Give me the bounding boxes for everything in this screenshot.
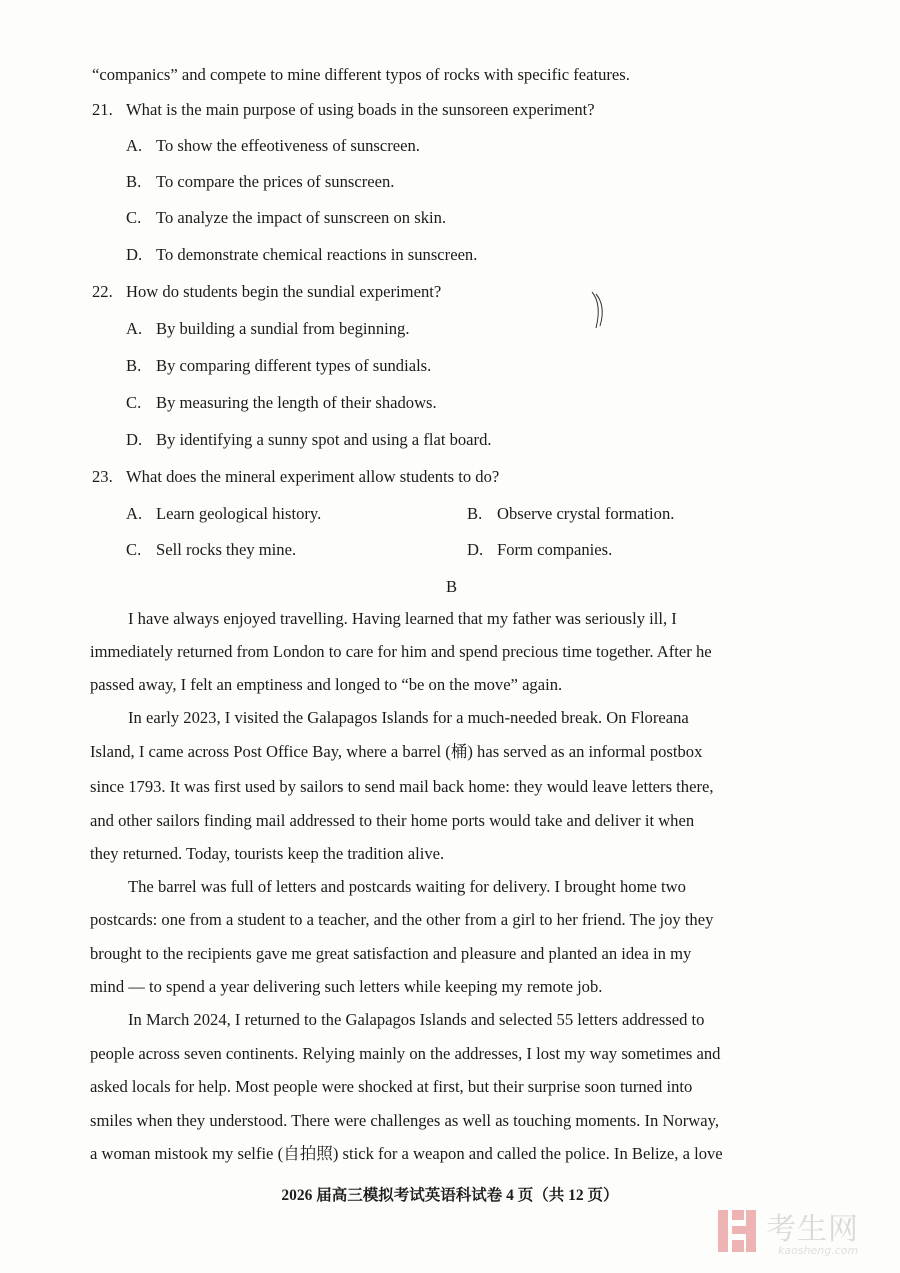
option-21c <box>126 207 446 229</box>
passage-line: passed away, I felt an emptiness and longed to “be on the move” again. <box>90 675 563 694</box>
passage-line: I have always enjoyed travelling. Having learned that my father was seriously ill, I <box>128 609 677 628</box>
question-number: 23. <box>92 467 113 486</box>
question-text: What is the main purpose of using boads in the sunsoreen experiment? <box>126 100 595 119</box>
option-text: By comparing different types of sundials. <box>156 356 432 375</box>
option-22a <box>126 318 410 340</box>
option-text: To compare the prices of sunscreen. <box>156 172 395 191</box>
passage-line: immediately returned from London to care for him and spend precious time together. After he <box>90 642 712 661</box>
option-letter: A. <box>126 136 143 155</box>
passage-line: they returned. Today, tourists keep the tradition alive. <box>90 844 445 863</box>
option-text: Sell rocks they mine. <box>156 540 297 559</box>
question-text: How do students begin the sundial experiment? <box>126 282 442 301</box>
passage-line: people across seven continents. Relying mainly on the addresses, I lost my way sometimes and <box>90 1044 721 1063</box>
passage-line: brought to the recipients gave me great satisfaction and pleasure and planted an idea in my <box>90 944 692 963</box>
passage-line: smiles when they understood. There were challenges as well as touching moments. In Norway, <box>90 1111 720 1130</box>
option-21d <box>126 244 477 266</box>
pen-mark <box>588 290 610 330</box>
watermark-text: 考生网 <box>766 1212 859 1247</box>
passage-line: and other sailors finding mail addressed to their home ports would take and deliver it when <box>90 811 695 830</box>
option-letter: D. <box>467 540 484 559</box>
option-letter: B. <box>467 504 483 523</box>
watermark-url: kaosheng.com <box>778 1244 859 1257</box>
watermark <box>716 1204 886 1264</box>
question-text: What does the mineral experiment allow students to do? <box>126 467 500 486</box>
option-23c <box>126 539 296 561</box>
passage-line: a woman mistook my selfie (自拍照) stick for a weapon and called the police. In Belize, a love <box>90 1144 723 1163</box>
page-footer: 2026 届高三模拟考试英语科试卷 4 页（共 12 页） <box>281 1187 619 1204</box>
passage-line: In March 2024, I returned to the Galapagos Islands and selected 55 letters addressed to <box>128 1010 705 1029</box>
option-text: By identifying a sunny spot and using a flat board. <box>156 430 492 449</box>
passage-line: asked locals for help. Most people were shocked at first, but their surprise soon turned into <box>90 1077 693 1096</box>
option-23b <box>467 503 674 525</box>
option-letter: C. <box>126 393 142 412</box>
question-number: 21. <box>92 100 113 119</box>
option-21a <box>126 135 420 157</box>
question-21 <box>92 99 595 121</box>
option-text: Form companies. <box>497 540 613 559</box>
continued-line: “companics” and compete to mine different typos of rocks with specific features. <box>92 65 630 84</box>
option-22b <box>126 355 431 377</box>
option-text: To demonstrate chemical reactions in sunscreen. <box>156 245 478 264</box>
option-21b <box>126 171 394 193</box>
option-22d <box>126 429 492 451</box>
option-text: Observe crystal formation. <box>497 504 675 523</box>
option-letter: B. <box>126 356 142 375</box>
question-22 <box>92 281 441 303</box>
passage-line: mind — to spend a year delivering such letters while keeping my remote job. <box>90 977 603 996</box>
passage-line: Island, I came across Post Office Bay, where a barrel (桶) has served as an informal postbox <box>90 742 703 761</box>
option-text: By building a sundial from beginning. <box>156 319 410 338</box>
option-text: To show the effeotiveness of sunscreen. <box>156 136 420 155</box>
option-text: To analyze the impact of sunscreen on skin. <box>156 208 447 227</box>
passage-line: postcards: one from a student to a teacher, and the other from a girl to her friend. The joy they <box>90 910 714 929</box>
option-letter: D. <box>126 430 143 449</box>
section-heading: B <box>446 577 458 596</box>
option-text: By measuring the length of their shadows. <box>156 393 437 412</box>
question-number: 22. <box>92 282 113 301</box>
option-letter: C. <box>126 540 142 559</box>
option-letter: A. <box>126 319 143 338</box>
option-23d <box>467 539 612 561</box>
passage-line: The barrel was full of letters and postcards waiting for delivery. I brought home two <box>128 877 686 896</box>
option-letter: A. <box>126 504 143 523</box>
passage-line: since 1793. It was first used by sailors to send mail back home: they would leave letters there, <box>90 777 714 796</box>
passage-line: In early 2023, I visited the Galapagos Islands for a much-needed break. On Floreana <box>128 708 689 727</box>
option-letter: D. <box>126 245 143 264</box>
watermark-logo-icon <box>716 1206 760 1256</box>
option-letter: B. <box>126 172 142 191</box>
option-text: Learn geological history. <box>156 504 322 523</box>
question-23 <box>92 466 499 488</box>
option-22c <box>126 392 437 414</box>
option-letter: C. <box>126 208 142 227</box>
option-23a <box>126 503 321 525</box>
